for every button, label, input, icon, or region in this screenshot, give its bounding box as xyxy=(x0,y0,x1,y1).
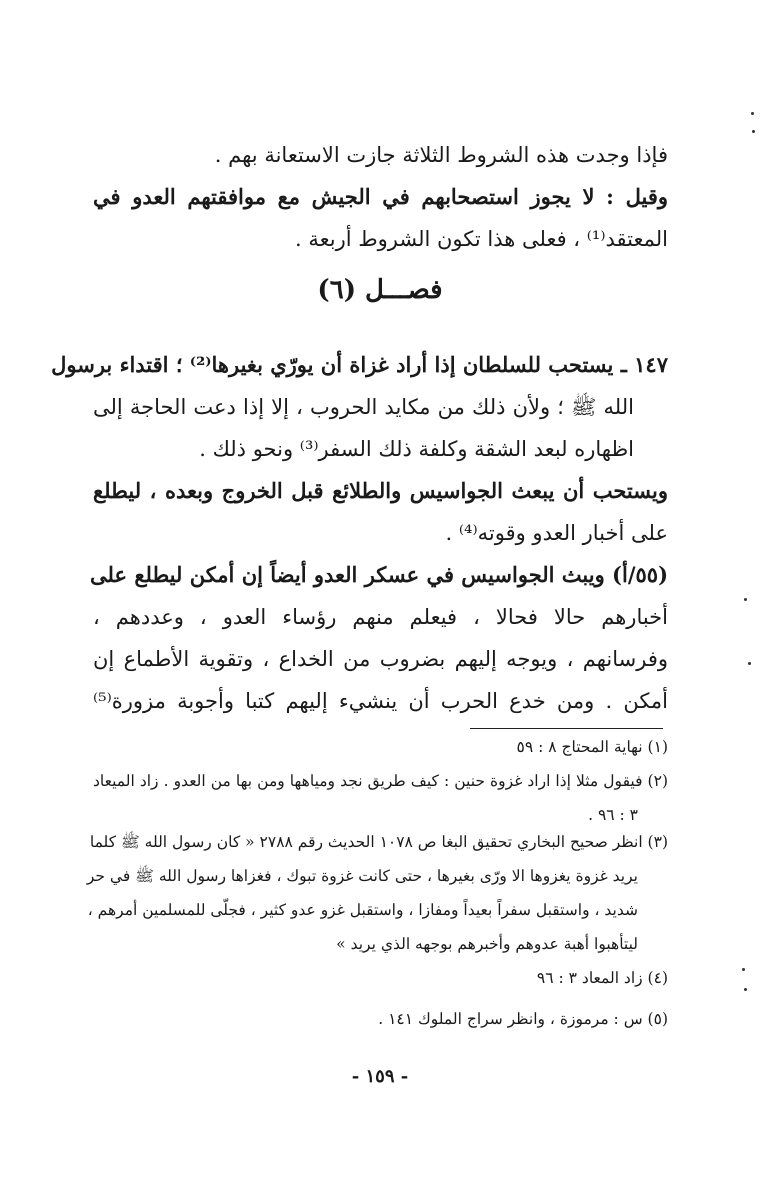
scan-speck xyxy=(752,130,755,133)
section-line-6: (٥٥/أ) ويبث الجواسيس في عسكر العدو أيضاً إن أمكن ليطلع على xyxy=(90,562,668,587)
footnote-2-cont: ٣ : ٩٦ . xyxy=(588,806,638,824)
footnote-4: (٤) زاد المعاد ٣ : ٩٦ xyxy=(536,969,668,987)
section-line-9: أمكن . ومن خدع الحرب أن ينشيء إليهم كتبا وأجوبة مزورة⁽⁵⁾ xyxy=(93,689,668,713)
section-heading: فصـــل (٦) xyxy=(317,275,443,305)
section-line-1: ١٤٧ ـ يستحب للسلطان إذا أراد غزاة أن يورّي بغيرها⁽²⁾ ؛ اقتداء برسول xyxy=(51,352,668,377)
footnote-2: (٢) فيقول مثلا إذا اراد غزوة حنين : كيف طريق نجد ومياهها ومن بها من العدو . زاد الميعاد xyxy=(93,772,668,790)
section-line-5: على أخبار العدو وقوته⁽⁴⁾ . xyxy=(445,521,668,545)
body-line-3: المعتقد⁽¹⁾ ، فعلى هذا تكون الشروط أربعة . xyxy=(294,227,668,251)
footnote-3-cont-1: يريد غزوة يغزوها الا ورّى بغيرها ، حتى كانت غزوة تبوك ، فغزاها رسول الله ﷺ في حر xyxy=(86,867,638,885)
footnote-separator xyxy=(470,728,663,729)
footnote-3-cont-3: ليتأهبوا أهبة عدوهم وأخبرهم بوجهه الذي يريد » xyxy=(336,935,638,953)
scan-speck xyxy=(744,598,747,601)
scan-speck xyxy=(748,662,751,665)
scan-speck xyxy=(742,968,745,971)
section-line-2: الله ﷺ ؛ ولأن ذلك من مكايد الحروب ، إلا إذا دعت الحاجة إلى xyxy=(93,395,634,419)
section-line-4: ويستحب أن يبعث الجواسيس والطلائع قبل الخروج وبعده ، ليطلع xyxy=(93,478,668,503)
section-line-3: اظهاره لبعد الشقة وكلفة ذلك السفر⁽³⁾ ونحو ذلك . xyxy=(199,437,634,461)
footnote-3-cont-2: شديد ، واستقبل سفراً بعيداً ومفازا ، واستقبل غزو عدو كثير ، فجلّى للمسلمين أمرهم ، xyxy=(87,901,638,919)
section-line-8: وفرسانهم ، ويوجه إليهم بضروب من الخداع ، وتقوية الأطماع إن xyxy=(93,647,668,671)
footnote-1: (١) نهاية المحتاج ٨ : ٥٩ xyxy=(516,738,668,756)
footnote-5: (٥) س : مرموزة ، وانظر سراج الملوك ١٤١ . xyxy=(378,1010,668,1028)
page-number: - ١٥٩ - xyxy=(351,1066,409,1087)
section-line-7: أخبارهم حالا فحالا ، فيعلم منهم رؤساء العدو ، وعددهم ، xyxy=(93,605,668,629)
scan-speck xyxy=(744,988,747,991)
body-line-2: وقيل : لا يجوز استصحابهم في الجيش مع موافقتهم العدو في xyxy=(93,184,668,209)
body-line-1: فإذا وجدت هذه الشروط الثلاثة جازت الاستعانة بهم . xyxy=(214,143,668,167)
footnote-3: (٣) انظر صحيح البخاري تحقيق البغا ص ١٠٧٨ الحديث رقم ٢٧٨٨ « كان رسول الله ﷺ كلما xyxy=(89,833,668,851)
scan-speck xyxy=(751,112,754,115)
